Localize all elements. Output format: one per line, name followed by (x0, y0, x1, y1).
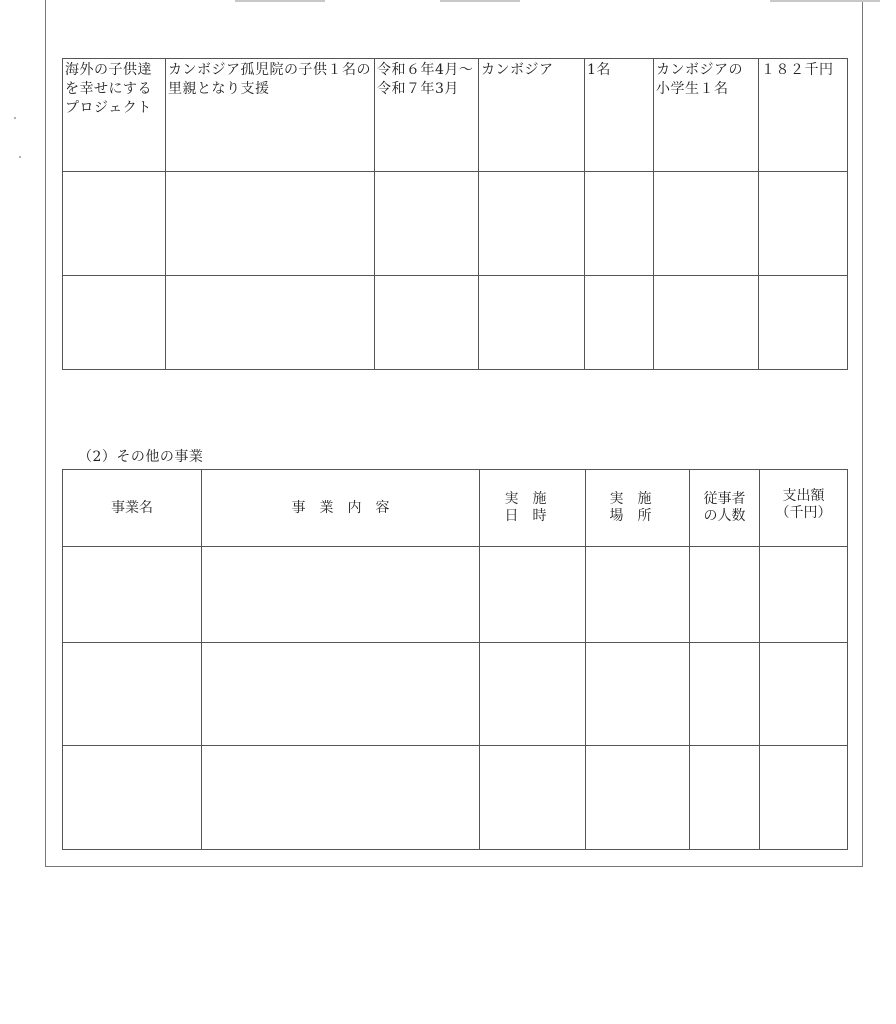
table-row (63, 643, 848, 746)
table-row (63, 547, 848, 643)
header-date (480, 470, 586, 547)
header-staff-line2: の人数 (703, 508, 746, 524)
project-content-cell (166, 276, 375, 370)
table-cell (586, 547, 690, 643)
project-staff-cell (585, 276, 654, 370)
table-cell (690, 547, 760, 643)
table-cell (760, 643, 848, 746)
activity-table (62, 58, 848, 370)
project-beneficiaries-cell: カンボジアの小学生１名 (654, 59, 759, 172)
table-row (63, 172, 848, 276)
project-beneficiaries-cell (654, 172, 759, 276)
header-place (586, 470, 690, 547)
project-staff-cell: 1名 (585, 59, 654, 172)
header-place-line1: 実施 (609, 491, 666, 507)
table-cell (690, 746, 760, 850)
table-cell (480, 643, 586, 746)
header-date-line2: 日時 (504, 508, 561, 524)
scan-artifact (770, 0, 880, 2)
project-amount-cell (759, 172, 848, 276)
table-cell (480, 547, 586, 643)
project-place-cell (479, 276, 585, 370)
project-period-cell (375, 172, 479, 276)
table-cell (586, 746, 690, 850)
table-cell (586, 643, 690, 746)
table-cell (760, 547, 848, 643)
project-amount-cell (759, 276, 848, 370)
table-cell (760, 746, 848, 850)
other-projects-table (62, 469, 848, 850)
scan-speck (19, 156, 21, 158)
project-beneficiaries-cell (654, 276, 759, 370)
table-row (63, 746, 848, 850)
header-amount-line2: （千円） (775, 505, 832, 521)
header-staff (690, 470, 760, 547)
scan-artifact (440, 0, 520, 2)
header-amount (760, 470, 848, 547)
header-project-name: 事業名 (63, 470, 202, 547)
scan-speck (14, 117, 16, 119)
header-project-content-label: 事業内容 (291, 499, 404, 516)
project-name-cell: 海外の子供達を幸せにするプロジェクト (63, 59, 166, 172)
table-cell (690, 643, 760, 746)
header-place-line2: 場所 (609, 508, 666, 524)
table-cell (63, 547, 202, 643)
project-staff-cell (585, 172, 654, 276)
header-staff-line1: 従事者 (703, 491, 746, 507)
table-cell (202, 547, 480, 643)
section-title: （2）その他の事業 (78, 449, 204, 465)
project-name-cell (63, 172, 166, 276)
project-place-cell (479, 172, 585, 276)
header-project-content (202, 470, 480, 547)
project-amount-cell: １８２千円 (759, 59, 848, 172)
table-cell (480, 746, 586, 850)
project-place-cell: カンボジア (479, 59, 585, 172)
project-name-cell (63, 276, 166, 370)
header-date-line1: 実施 (504, 491, 561, 507)
table-header-row (63, 470, 848, 547)
table-cell (202, 746, 480, 850)
table-row (63, 59, 848, 172)
scan-artifact (235, 0, 325, 2)
project-period-cell: 令和６年4月～令和７年3月 (375, 59, 479, 172)
table-cell (63, 643, 202, 746)
project-content-cell: カンボジア孤児院の子供１名の里親となり支援 (166, 59, 375, 172)
table-row (63, 276, 848, 370)
project-content-cell (166, 172, 375, 276)
project-period-cell (375, 276, 479, 370)
table-cell (63, 746, 202, 850)
table-cell (202, 643, 480, 746)
header-amount-line1: 支出額 (782, 488, 825, 504)
